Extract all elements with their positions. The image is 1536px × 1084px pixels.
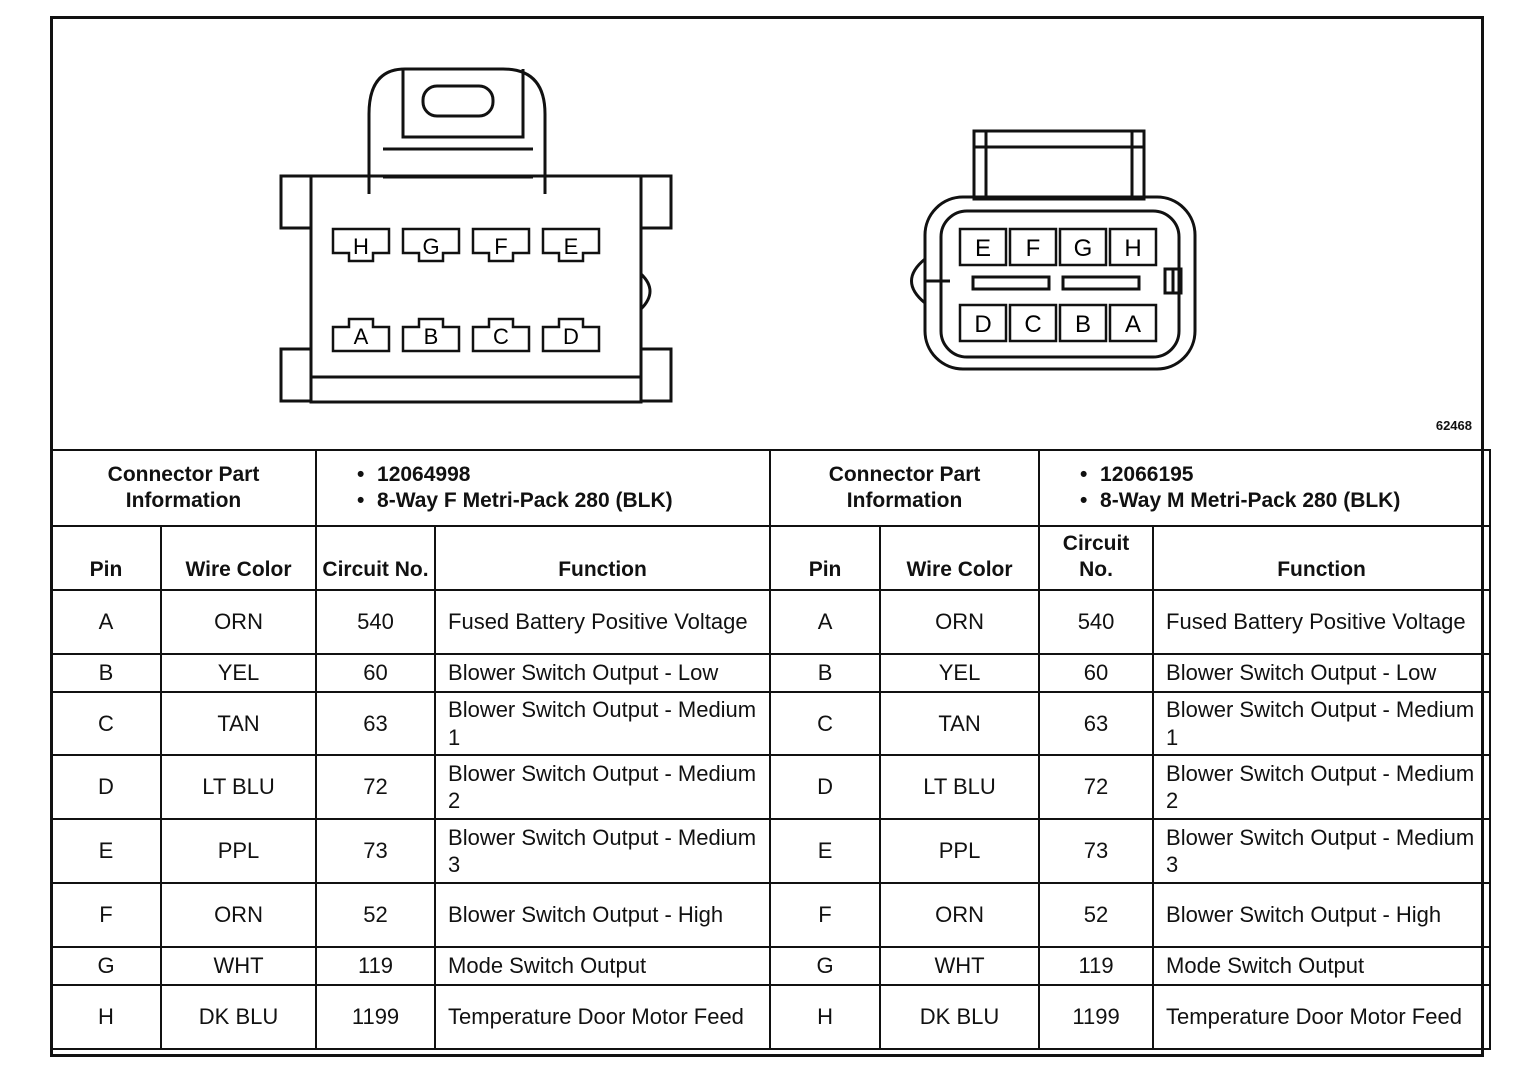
left-function-cell: Fused Battery Positive Voltage <box>435 590 770 654</box>
right-wire-color-cell: ORN <box>880 590 1039 654</box>
right-circuit-cell: 1199 <box>1039 985 1153 1049</box>
right-function-cell: Blower Switch Output - Medium 1 <box>1153 692 1490 755</box>
table-row <box>51 755 1490 819</box>
table-row <box>51 819 1490 883</box>
left-circuit-cell: 60 <box>316 654 435 692</box>
left-function-cell: Mode Switch Output <box>435 947 770 985</box>
left-pin-cell: A <box>51 590 161 654</box>
male-pin-h <box>1110 229 1156 265</box>
pin-label: B <box>423 324 439 349</box>
pin-label: F <box>1025 235 1041 262</box>
female-pin-f <box>473 229 529 261</box>
left-wire-color-cell: YEL <box>161 654 316 692</box>
table-row <box>51 692 1490 755</box>
left-function-cell: Blower Switch Output - Medium 2 <box>435 755 770 819</box>
left-part-number: 12064998 <box>377 462 471 486</box>
right-info-value: • 12066195 • 8-Way M Metri-Pack 280 (BLK) <box>1039 450 1490 526</box>
table-row <box>51 590 1490 654</box>
right-wire-color-cell: WHT <box>880 947 1039 985</box>
left-pin-cell: F <box>51 883 161 947</box>
left-wire-color-cell: PPL <box>161 819 316 883</box>
right-pin-cell: A <box>770 590 880 654</box>
right-header-function: Function <box>1153 526 1490 590</box>
left-circuit-cell: 52 <box>316 883 435 947</box>
female-pin-h <box>333 229 389 261</box>
right-header-wire-color: Wire Color <box>880 526 1039 590</box>
left-info-value: • 12064998 • 8-Way F Metri-Pack 280 (BLK) <box>316 450 770 526</box>
connector-info-row <box>51 450 1490 526</box>
right-pin-cell: B <box>770 654 880 692</box>
table-row <box>51 883 1490 947</box>
pin-label: D <box>563 324 579 349</box>
left-wire-color-cell: TAN <box>161 692 316 755</box>
pin-label: H <box>1124 235 1142 262</box>
female-pin-d <box>543 319 599 351</box>
pin-label: H <box>353 234 369 259</box>
left-circuit-cell: 1199 <box>316 985 435 1049</box>
right-circuit-cell: 72 <box>1039 755 1153 819</box>
left-pin-cell: H <box>51 985 161 1049</box>
right-pin-cell: D <box>770 755 880 819</box>
pin-label: A <box>1124 311 1142 338</box>
right-wire-color-cell: TAN <box>880 692 1039 755</box>
right-pin-cell: G <box>770 947 880 985</box>
female-bottom-pins <box>333 319 599 351</box>
table-row <box>51 985 1490 1049</box>
table-row <box>51 947 1490 985</box>
right-circuit-cell: 540 <box>1039 590 1153 654</box>
left-function-cell: Blower Switch Output - Low <box>435 654 770 692</box>
pin-label: C <box>1024 311 1042 338</box>
left-pin-cell: B <box>51 654 161 692</box>
left-function-cell: Blower Switch Output - Medium 1 <box>435 692 770 755</box>
left-header-function: Function <box>435 526 770 590</box>
left-wire-color-cell: DK BLU <box>161 985 316 1049</box>
right-pin-cell: F <box>770 883 880 947</box>
left-pin-cell: C <box>51 692 161 755</box>
right-function-cell: Temperature Door Motor Feed <box>1153 985 1490 1049</box>
left-info-label: Connector Part Information <box>51 450 316 526</box>
left-function-cell: Temperature Door Motor Feed <box>435 985 770 1049</box>
right-description: 8-Way M Metri-Pack 280 (BLK) <box>1100 489 1401 512</box>
right-info-label: Connector Part Information <box>770 450 1039 526</box>
left-circuit-cell: 63 <box>316 692 435 755</box>
left-wire-color-cell: WHT <box>161 947 316 985</box>
left-circuit-cell: 119 <box>316 947 435 985</box>
male-pin-g <box>1060 229 1106 265</box>
left-header-pin: Pin <box>51 526 161 590</box>
right-function-cell: Mode Switch Output <box>1153 947 1490 985</box>
right-wire-color-cell: PPL <box>880 819 1039 883</box>
left-circuit-cell: 72 <box>316 755 435 819</box>
right-function-cell: Blower Switch Output - Medium 3 <box>1153 819 1490 883</box>
left-wire-color-cell: ORN <box>161 883 316 947</box>
right-circuit-cell: 52 <box>1039 883 1153 947</box>
male-pin-f <box>1010 229 1056 265</box>
right-pin-cell: E <box>770 819 880 883</box>
pin-label: B <box>1074 311 1092 338</box>
left-wire-color-cell: ORN <box>161 590 316 654</box>
pin-label: F <box>494 234 508 259</box>
right-header-pin: Pin <box>770 526 880 590</box>
left-wire-color-cell: LT BLU <box>161 755 316 819</box>
right-circuit-cell: 63 <box>1039 692 1153 755</box>
right-circuit-cell: 119 <box>1039 947 1153 985</box>
male-connector-drawing <box>912 131 1196 369</box>
female-top-pins <box>333 229 599 261</box>
pin-label: A <box>353 324 369 349</box>
right-circuit-cell: 73 <box>1039 819 1153 883</box>
left-circuit-cell: 73 <box>316 819 435 883</box>
left-function-cell: Blower Switch Output - Medium 3 <box>435 819 770 883</box>
right-part-number: 12066195 <box>1100 462 1194 486</box>
pin-label: G <box>1073 235 1093 262</box>
pin-label: E <box>974 235 992 262</box>
female-pin-c <box>473 319 529 351</box>
left-description: 8-Way F Metri-Pack 280 (BLK) <box>377 489 673 512</box>
right-circuit-cell: 60 <box>1039 654 1153 692</box>
table-row <box>51 654 1490 692</box>
male-pin-e <box>960 229 1006 265</box>
left-pin-cell: E <box>51 819 161 883</box>
left-pin-cell: D <box>51 755 161 819</box>
female-pin-a <box>333 319 389 351</box>
diagram-code: 62468 <box>1435 418 1472 433</box>
male-pin-d <box>960 305 1006 341</box>
pin-label: D <box>974 311 992 338</box>
right-function-cell: Blower Switch Output - Medium 2 <box>1153 755 1490 819</box>
pin-label: E <box>563 234 579 259</box>
right-header-circuit: Circuit No. <box>1039 526 1153 590</box>
male-top-pins <box>960 229 1156 265</box>
right-wire-color-cell: LT BLU <box>880 755 1039 819</box>
right-wire-color-cell: ORN <box>880 883 1039 947</box>
female-pin-e <box>543 229 599 261</box>
female-pin-b <box>403 319 459 351</box>
left-circuit-cell: 540 <box>316 590 435 654</box>
left-header-wire-color: Wire Color <box>161 526 316 590</box>
pin-label: C <box>493 324 509 349</box>
left-header-circuit: Circuit No. <box>316 526 435 590</box>
column-header-row <box>51 526 1490 590</box>
male-pin-b <box>1060 305 1106 341</box>
right-wire-color-cell: YEL <box>880 654 1039 692</box>
right-function-cell: Blower Switch Output - Low <box>1153 654 1490 692</box>
pin-label: G <box>422 234 440 259</box>
left-function-cell: Blower Switch Output - High <box>435 883 770 947</box>
left-pin-cell: G <box>51 947 161 985</box>
right-pin-cell: C <box>770 692 880 755</box>
male-bottom-pins <box>960 305 1156 341</box>
connector-diagram <box>53 19 1481 450</box>
connector-table <box>50 449 1491 1050</box>
male-pin-a <box>1110 305 1156 341</box>
right-function-cell: Blower Switch Output - High <box>1153 883 1490 947</box>
right-wire-color-cell: DK BLU <box>880 985 1039 1049</box>
right-function-cell: Fused Battery Positive Voltage <box>1153 590 1490 654</box>
right-pin-cell: H <box>770 985 880 1049</box>
female-pin-g <box>403 229 459 261</box>
male-pin-c <box>1010 305 1056 341</box>
